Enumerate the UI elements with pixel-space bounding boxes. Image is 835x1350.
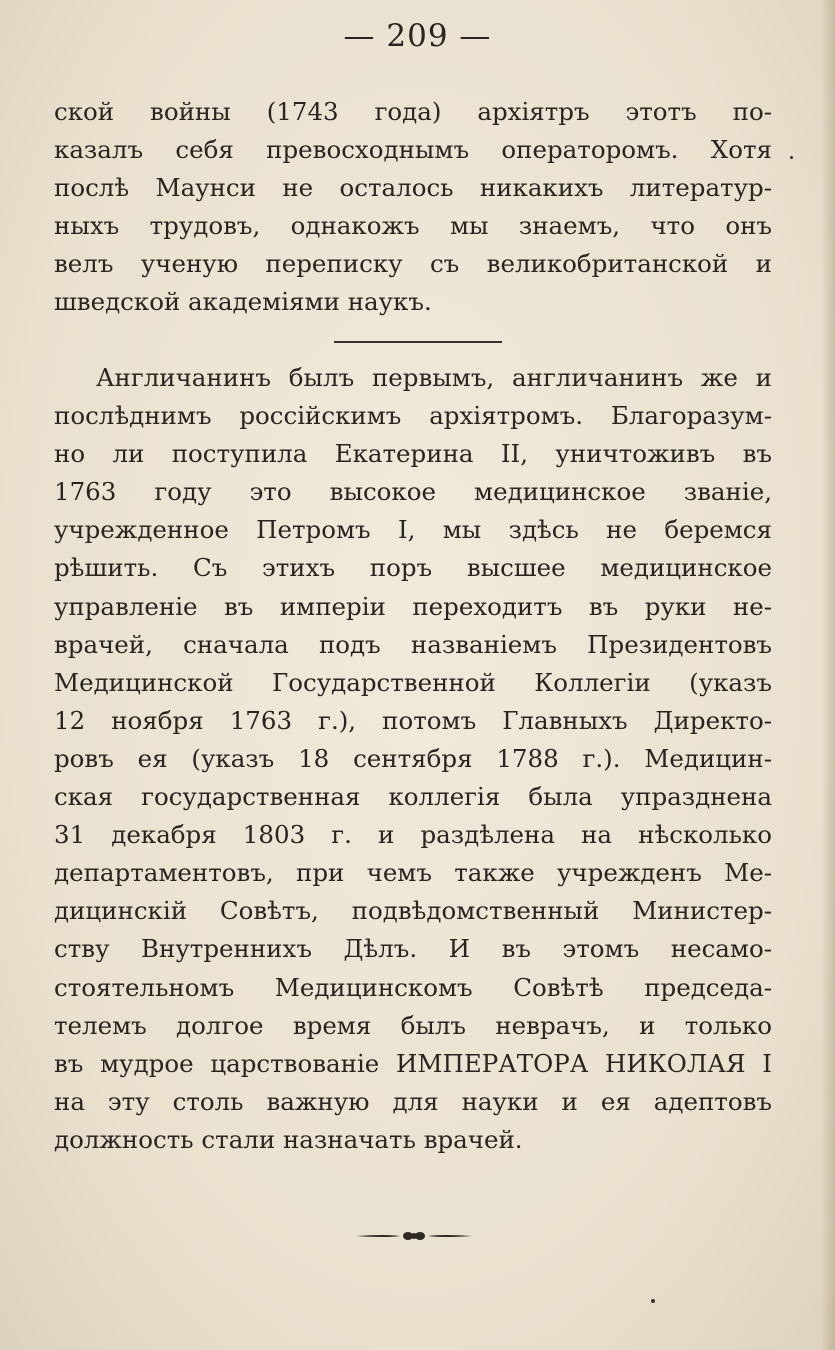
text-line: Англичанинъ былъ первымъ, англичанинъ же и	[96, 363, 772, 392]
section-divider	[334, 341, 502, 343]
text-line: 31 декабря 1803 г. и раздѣлена на нѣсколько	[54, 820, 772, 850]
text-line: шведской академіями наукъ.	[54, 287, 432, 317]
text-line: послѣднимъ россійскимъ архіятромъ. Благоразум-	[54, 401, 772, 431]
text-line: ской войны (1743 года) архіятръ этотъ по-	[54, 97, 772, 126]
text-line: ская государственная коллегія была упразднена	[54, 782, 772, 812]
text-line: управленіе въ имперіи переходитъ въ руки не-	[54, 591, 772, 621]
text-line: департаментовъ, при чемъ также учрежденъ Ме-	[54, 858, 772, 888]
text-line: велъ ученую переписку съ великобританской и	[54, 249, 772, 279]
page-edge-shadow	[821, 0, 835, 1350]
page-number: — 209 —	[343, 18, 492, 54]
text-line: но ли поступила Екатерина II, уничтоживъ въ	[54, 439, 772, 469]
text-line: 12 ноября 1763 г.), потомъ Главныхъ Директо-	[54, 705, 772, 735]
text-line: врачей, сначала подъ названіемъ Президентовъ	[54, 629, 772, 659]
ink-speck	[651, 1299, 655, 1303]
paragraph-1	[54, 93, 772, 322]
text-line: казалъ себя превосходнымъ операторомъ. Хотя	[54, 135, 772, 165]
text-line: ровъ ея (указъ 18 сентября 1788 г.). Медицин-	[54, 743, 772, 773]
text-line: ныхъ трудовъ, однакожъ мы знаемъ, что онъ	[54, 211, 772, 241]
text-line: на эту столь важную для науки и ея адептовъ	[54, 1086, 772, 1116]
text-line: въ мудрое царствованіе ИМПЕРАТОРА НИКОЛАЯ I	[54, 1048, 772, 1078]
text-line: 1763 году это высокое медицинское званіе,	[54, 477, 772, 507]
ink-speck	[790, 156, 793, 159]
text-line: телемъ долгое время былъ неврачъ, и только	[54, 1010, 772, 1040]
paragraph-2	[54, 359, 772, 1159]
text-line: послѣ Маунси не осталось никакихъ литератур-	[54, 173, 772, 203]
text-line: ству Внутреннихъ Дѣлъ. И въ этомъ несамо-	[54, 934, 772, 964]
text-line: Медицинской Государственной Коллегіи (указъ	[54, 667, 772, 697]
text-line: учрежденное Петромъ I, мы здѣсь не беремся	[54, 515, 772, 545]
ornament-tailpiece	[356, 1229, 472, 1243]
text-line: дицинскій Совѣтъ, подвѣдомственный Министер-	[54, 896, 772, 926]
text-line: рѣшить. Съ этихъ поръ высшее медицинское	[54, 553, 772, 583]
text-line: стоятельномъ Медицинскомъ Совѣтѣ председа-	[54, 972, 772, 1002]
text-line: должность стали назначать врачей.	[54, 1124, 523, 1154]
